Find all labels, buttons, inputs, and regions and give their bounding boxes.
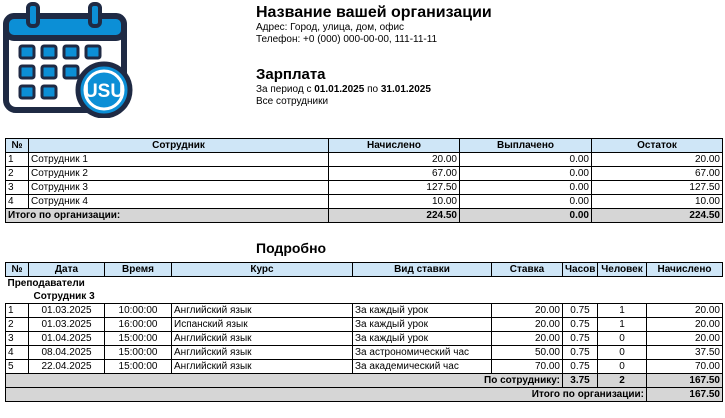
rate-value: 20.00 <box>492 318 563 332</box>
rate-value: 50.00 <box>492 346 563 360</box>
balance-value: 10.00 <box>592 195 723 209</box>
people-value: 0 <box>598 346 647 360</box>
summary-total-row <box>6 209 723 223</box>
rate-type: За каждый урок <box>353 318 492 332</box>
detail-table <box>5 262 723 402</box>
employee-group-label: Сотрудник 3 <box>33 291 95 302</box>
row-num: 1 <box>6 153 29 167</box>
accrued-value: 20.00 <box>647 318 723 332</box>
summary-row <box>6 167 723 181</box>
detail-row <box>6 332 723 346</box>
rate-type: За астрономический час <box>353 346 492 360</box>
total-accrued: 224.50 <box>329 209 460 223</box>
lesson-time: 10:00:00 <box>105 304 172 318</box>
lesson-date: 22.04.2025 <box>29 360 105 374</box>
report-scope: Все сотрудники <box>256 96 329 107</box>
usu-logo <box>0 0 140 118</box>
employee-name: Сотрудник 3 <box>29 181 329 195</box>
col-time: Время <box>105 263 172 277</box>
accrued-value: 20.00 <box>647 332 723 346</box>
period-prefix: За период с <box>256 84 315 95</box>
detail-row <box>6 304 723 318</box>
employee-total-row <box>6 374 723 388</box>
col-rate: Ставка <box>492 263 563 277</box>
rate-value: 20.00 <box>492 304 563 318</box>
course-name: Английский язык <box>172 332 353 346</box>
accrued-value: 20.00 <box>647 304 723 318</box>
col-accrued: Начислено <box>647 263 723 277</box>
col-paid: Выплачено <box>460 139 592 153</box>
lesson-time: 15:00:00 <box>105 360 172 374</box>
accrued-value: 10.00 <box>329 195 460 209</box>
summary-row <box>6 181 723 195</box>
summary-row <box>6 195 723 209</box>
course-name: Английский язык <box>172 304 353 318</box>
col-hours: Часов <box>563 263 598 277</box>
paid-value: 0.00 <box>460 195 592 209</box>
accrued-value: 70.00 <box>647 360 723 374</box>
rate-value: 20.00 <box>492 332 563 346</box>
col-people: Человек <box>598 263 647 277</box>
row-num: 1 <box>6 304 29 318</box>
employee-total-people: 2 <box>598 374 647 388</box>
row-num: 3 <box>6 332 29 346</box>
employee-group-row <box>6 290 723 304</box>
balance-value: 127.50 <box>592 181 723 195</box>
usu-badge <box>78 64 130 116</box>
row-num: 5 <box>6 360 29 374</box>
group-label: Преподаватели <box>7 278 85 289</box>
summary-table <box>5 138 723 223</box>
org-total-accrued: 167.50 <box>647 388 723 402</box>
detail-title: Подробно <box>256 240 327 256</box>
row-num: 2 <box>6 167 29 181</box>
report-title: Зарплата <box>256 66 326 83</box>
accrued-value: 127.50 <box>329 181 460 195</box>
org-total-row <box>6 388 723 402</box>
org-phone: Телефон: +0 (000) 000-00-00, 111-11-11 <box>256 34 438 45</box>
logo-text: USU <box>83 81 125 102</box>
rate-type: За каждый урок <box>353 332 492 346</box>
lesson-date: 01.04.2025 <box>29 332 105 346</box>
lesson-date: 01.03.2025 <box>29 304 105 318</box>
col-employee: Сотрудник <box>29 139 329 153</box>
detail-row <box>6 360 723 374</box>
rate-value: 70.00 <box>492 360 563 374</box>
hours-value: 0.75 <box>563 304 598 318</box>
col-course: Курс <box>172 263 353 277</box>
lesson-date: 08.04.2025 <box>29 346 105 360</box>
employee-total-label: По сотруднику: <box>6 374 563 388</box>
total-balance: 224.50 <box>592 209 723 223</box>
col-date: Дата <box>29 263 105 277</box>
org-header <box>256 4 492 46</box>
people-value: 1 <box>598 304 647 318</box>
paid-value: 0.00 <box>460 181 592 195</box>
people-value: 1 <box>598 318 647 332</box>
employee-total-accrued: 167.50 <box>647 374 723 388</box>
row-num: 3 <box>6 181 29 195</box>
total-paid: 0.00 <box>460 209 592 223</box>
balance-value: 20.00 <box>592 153 723 167</box>
course-name: Испанский язык <box>172 318 353 332</box>
employee-name: Сотрудник 1 <box>29 153 329 167</box>
hours-value: 0.75 <box>563 332 598 346</box>
accrued-value: 67.00 <box>329 167 460 181</box>
course-name: Английский язык <box>172 346 353 360</box>
total-label: Итого по организации: <box>6 209 329 223</box>
col-balance: Остаток <box>592 139 723 153</box>
detail-header-row <box>6 263 723 277</box>
people-value: 0 <box>598 360 647 374</box>
summary-row <box>6 153 723 167</box>
hours-value: 0.75 <box>563 346 598 360</box>
rate-type: За академический час <box>353 360 492 374</box>
col-accrued: Начислено <box>329 139 460 153</box>
row-num: 4 <box>6 346 29 360</box>
course-name: Английский язык <box>172 360 353 374</box>
balance-value: 67.00 <box>592 167 723 181</box>
org-name: Название вашей организации <box>256 4 492 21</box>
paid-value: 0.00 <box>460 167 592 181</box>
employee-name: Сотрудник 2 <box>29 167 329 181</box>
employee-total-hours: 3.75 <box>563 374 598 388</box>
summary-header-row <box>6 139 723 153</box>
accrued-value: 20.00 <box>329 153 460 167</box>
accrued-value: 37.50 <box>647 346 723 360</box>
lesson-time: 15:00:00 <box>105 332 172 346</box>
lesson-time: 16:00:00 <box>105 318 172 332</box>
employee-name: Сотрудник 4 <box>29 195 329 209</box>
col-num: № <box>6 263 29 277</box>
row-num: 2 <box>6 318 29 332</box>
org-address: Адрес: Город, улица, дом, офис <box>256 22 405 33</box>
row-num: 4 <box>6 195 29 209</box>
col-num: № <box>6 139 29 153</box>
period-mid: по <box>364 84 381 95</box>
detail-row <box>6 346 723 360</box>
hours-value: 0.75 <box>563 360 598 374</box>
report-header <box>256 66 431 108</box>
lesson-time: 15:00:00 <box>105 346 172 360</box>
hours-value: 0.75 <box>563 318 598 332</box>
people-value: 0 <box>598 332 647 346</box>
col-rate-type: Вид ставки <box>353 263 492 277</box>
org-total-label: Итого по организации: <box>6 388 647 402</box>
period-date-from: 01.01.2025 <box>314 84 365 95</box>
paid-value: 0.00 <box>460 153 592 167</box>
lesson-date: 01.03.2025 <box>29 318 105 332</box>
detail-row <box>6 318 723 332</box>
rate-type: За каждый урок <box>353 304 492 318</box>
report-period <box>256 84 431 96</box>
group-row <box>6 277 723 291</box>
period-date-to: 31.01.2025 <box>380 84 431 95</box>
